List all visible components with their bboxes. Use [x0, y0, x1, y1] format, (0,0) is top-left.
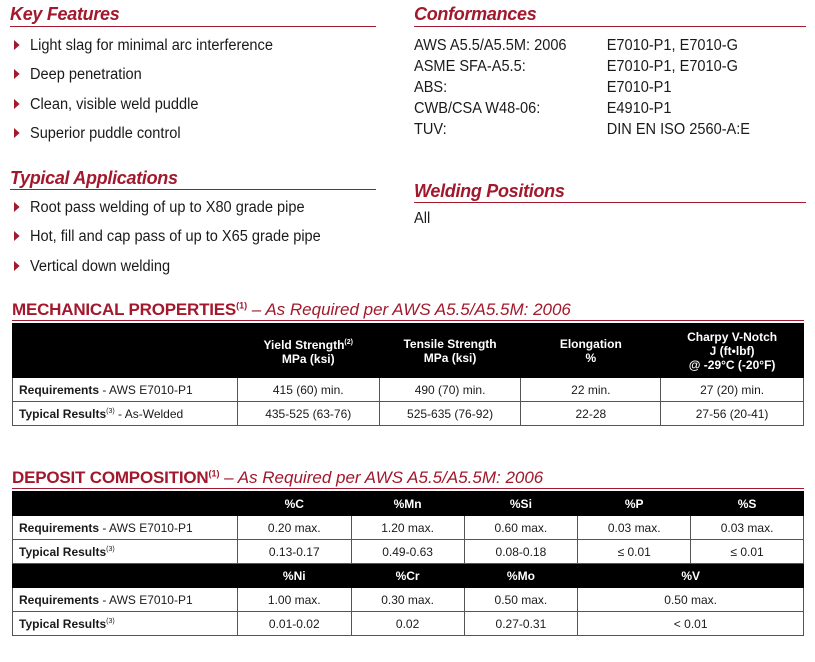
table-cell: < 0.01: [578, 612, 804, 636]
triangle-right-icon: [14, 40, 20, 50]
header-cell: %V: [578, 564, 804, 588]
header-cell: %Ni: [237, 564, 351, 588]
header-cell: [13, 564, 238, 588]
key-features-list: [14, 36, 289, 153]
table-cell: 0.03 max.: [691, 516, 804, 540]
table-cell: 27 (20) min.: [661, 378, 804, 402]
conformances-title: Conformances: [414, 4, 537, 24]
header-cell: %Si: [464, 492, 578, 516]
table-cell: 27-56 (20-41): [661, 402, 804, 426]
table-cell: 0.02: [351, 612, 464, 636]
table-cell: ≤ 0.01: [578, 540, 691, 564]
row-label: Requirements - AWS E7010-P1: [13, 516, 238, 540]
triangle-right-icon: [14, 231, 20, 241]
table-cell: 435-525 (63-76): [237, 402, 379, 426]
header-cell: %Mo: [464, 564, 578, 588]
table-row: [13, 612, 804, 636]
table-row: [13, 402, 804, 426]
welding-positions-rule: [414, 202, 806, 203]
list-item: Vertical down welding: [14, 257, 321, 286]
table-cell: 490 (70) min.: [379, 378, 521, 402]
row-label: Typical Results$^{(3)}$ - As-Welded: [13, 402, 238, 426]
header-cell: Tensile Strength MPa (ksi): [379, 324, 521, 378]
welding-positions-value: All: [414, 210, 431, 227]
key-features-rule: [10, 26, 376, 27]
triangle-right-icon: [14, 261, 20, 271]
table-cell: 0.08-0.18: [464, 540, 578, 564]
conformance-row: ABS: E7010-P1: [414, 79, 672, 96]
table-cell: 0.03 max.: [578, 516, 691, 540]
conformance-row: ASME SFA-A5.5: E7010-P1, E7010-G: [414, 58, 738, 75]
table-cell: 0.20 max.: [237, 516, 351, 540]
key-features-title: Key Features: [10, 4, 120, 24]
header-cell: Yield Strength$^{(2)}$ MPa (ksi): [237, 324, 379, 378]
header-cell: [13, 324, 238, 378]
deposit-composition-heading: DEPOSIT COMPOSITION$^{(1)}$ – As Required per AWS A5.5/A5.5M: 2006: [12, 468, 544, 487]
table-cell: 0.50 max.: [578, 588, 804, 612]
list-item: Deep penetration: [14, 65, 273, 94]
table-row: [13, 588, 804, 612]
row-label: Requirements - AWS E7010-P1: [13, 588, 238, 612]
typical-applications-rule: [10, 189, 376, 190]
table-header-row: [13, 324, 804, 378]
header-cell: Charpy V-Notch J (ft•lbf) @ -29°C (-20°F): [661, 324, 804, 378]
mechanical-heading-rule: [12, 320, 804, 321]
header-cell: %S: [691, 492, 804, 516]
triangle-right-icon: [14, 69, 20, 79]
table-header-row: [13, 564, 804, 588]
table-row: [13, 378, 804, 402]
conformance-row: CWB/CSA W48-06: E4910-P1: [414, 100, 672, 117]
header-cell: %P: [578, 492, 691, 516]
table-cell: 22 min.: [521, 378, 661, 402]
header-cell: %C: [237, 492, 351, 516]
typical-applications-title: Typical Applications: [10, 168, 178, 188]
list-item: Root pass welding of up to X80 grade pipe: [14, 198, 321, 227]
table-cell: 0.30 max.: [351, 588, 464, 612]
welding-positions-title: Welding Positions: [414, 181, 565, 201]
typical-applications-list: [14, 198, 340, 286]
triangle-right-icon: [14, 128, 20, 138]
table-cell: 415 (60) min.: [237, 378, 379, 402]
row-label: Requirements - AWS E7010-P1: [13, 378, 238, 402]
conformance-row: TUV: DIN EN ISO 2560-A:E: [414, 121, 751, 138]
table-cell: 1.00 max.: [237, 588, 351, 612]
table-cell: 0.13-0.17: [237, 540, 351, 564]
table-row: [13, 540, 804, 564]
list-item: Hot, fill and cap pass of up to X65 grade pipe: [14, 227, 321, 256]
header-cell: %Mn: [351, 492, 464, 516]
triangle-right-icon: [14, 99, 20, 109]
header-cell: %Cr: [351, 564, 464, 588]
deposit-heading-rule: [12, 488, 804, 489]
triangle-right-icon: [14, 202, 20, 212]
deposit-composition-table: [12, 491, 804, 636]
row-label: Typical Results$^{(3)}$: [13, 540, 238, 564]
header-cell: Elongation %: [521, 324, 661, 378]
mechanical-properties-heading: MECHANICAL PROPERTIES$^{(1)}$ – As Required per AWS A5.5/A5.5M: 2006: [12, 300, 571, 319]
conformances-rule: [414, 26, 806, 27]
mechanical-properties-table: [12, 323, 804, 426]
table-cell: 0.50 max.: [464, 588, 578, 612]
list-item: Light slag for minimal arc interference: [14, 36, 273, 65]
table-cell: 525-635 (76-92): [379, 402, 521, 426]
conformance-row: AWS A5.5/A5.5M: 2006 E7010-P1, E7010-G: [414, 37, 738, 54]
table-row: [13, 516, 804, 540]
table-cell: 22-28: [521, 402, 661, 426]
table-cell: 0.49-0.63: [351, 540, 464, 564]
table-header-row: [13, 492, 804, 516]
row-label: Typical Results$^{(3)}$: [13, 612, 238, 636]
header-cell: [13, 492, 238, 516]
list-item: Clean, visible weld puddle: [14, 95, 273, 124]
table-cell: 0.01-0.02: [237, 612, 351, 636]
table-cell: 0.60 max.: [464, 516, 578, 540]
list-item: Superior puddle control: [14, 124, 273, 153]
table-cell: 1.20 max.: [351, 516, 464, 540]
table-cell: ≤ 0.01: [691, 540, 804, 564]
table-cell: 0.27-0.31: [464, 612, 578, 636]
conformances-table: [414, 35, 806, 140]
